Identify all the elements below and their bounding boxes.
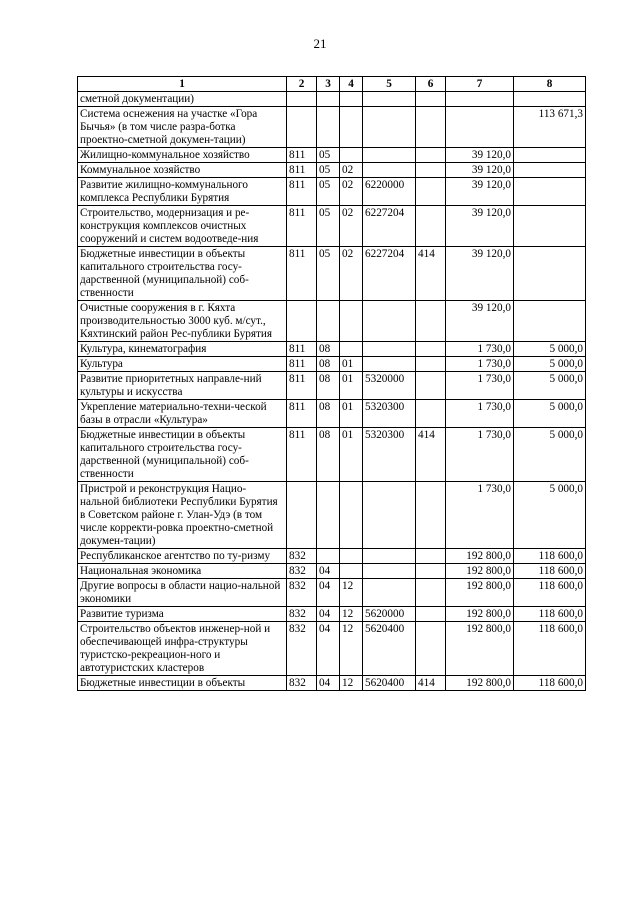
amount-col7-cell: 192 800,0	[446, 622, 514, 676]
amount-col8-cell: 5 000,0	[514, 482, 586, 549]
amount-col8-cell	[514, 247, 586, 301]
row-name-cell: Жилищно-коммунальное хозяйство	[78, 148, 287, 163]
subsection-cell: 02	[340, 206, 363, 247]
expense-type-cell	[416, 148, 446, 163]
row-name-cell: Строительство, модернизация и ре-конструкция комплексов очистных сооружений и систем водоотведе-ния	[78, 206, 287, 247]
row-name-cell: Бюджетные инвестиции в объекты капитального строительства госу-дарственной (муниципальной) соб-ственности	[78, 428, 287, 482]
subsection-cell: 12	[340, 676, 363, 691]
section-cell	[317, 549, 340, 564]
row-name-cell: Система оснежения на участке «Гора Бычья» (в том числе разра-ботка проектно-сметной докумен-тации)	[78, 107, 287, 148]
amount-col7-cell: 39 120,0	[446, 148, 514, 163]
amount-col7-cell: 39 120,0	[446, 247, 514, 301]
target-article-cell	[363, 482, 416, 549]
amount-col7-cell: 192 800,0	[446, 607, 514, 622]
admin-code-cell: 832	[287, 622, 317, 676]
row-name-cell: Укрепление материально-техни-ческой базы в отрасли «Культура»	[78, 400, 287, 428]
row-name-cell: Строительство объектов инженер-ной и обеспечивающей инфра-структуры туристско-рекреацион-ного и автотуристских кластеров	[78, 622, 287, 676]
admin-code-cell: 832	[287, 579, 317, 607]
table-row	[78, 607, 586, 622]
table-row	[78, 92, 586, 107]
subsection-cell	[340, 482, 363, 549]
section-cell: 04	[317, 622, 340, 676]
amount-col8-cell: 5 000,0	[514, 372, 586, 400]
row-name-cell: Республиканское агентство по ту-ризму	[78, 549, 287, 564]
target-article-cell	[363, 301, 416, 342]
subsection-cell: 12	[340, 607, 363, 622]
target-article-cell: 6227204	[363, 247, 416, 301]
amount-col7-cell: 39 120,0	[446, 206, 514, 247]
target-article-cell: 6227204	[363, 206, 416, 247]
column-header: 3	[317, 77, 340, 92]
section-cell: 04	[317, 564, 340, 579]
admin-code-cell: 811	[287, 357, 317, 372]
subsection-cell	[340, 148, 363, 163]
expense-type-cell	[416, 579, 446, 607]
expense-type-cell	[416, 549, 446, 564]
table-row	[78, 372, 586, 400]
subsection-cell: 12	[340, 579, 363, 607]
amount-col7-cell: 39 120,0	[446, 301, 514, 342]
expense-type-cell	[416, 607, 446, 622]
row-name-cell: Очистные сооружения в г. Кяхта производительностью 3000 куб. м/сут., Кяхтинский район Рес-публики Бурятия	[78, 301, 287, 342]
section-cell: 05	[317, 148, 340, 163]
table-row	[78, 400, 586, 428]
row-name-cell: Культура, кинематография	[78, 342, 287, 357]
section-cell: 05	[317, 206, 340, 247]
table-row	[78, 482, 586, 549]
target-article-cell	[363, 579, 416, 607]
amount-col8-cell: 113 671,3	[514, 107, 586, 148]
amount-col7-cell	[446, 92, 514, 107]
admin-code-cell: 811	[287, 206, 317, 247]
row-name-cell: Пристрой и реконструкция Нацио-нальной библиотеки Республики Бурятия в Советском районе г. Улан-Удэ (в том числе корректи-ровка проектно-сметной докумен-тации)	[78, 482, 287, 549]
admin-code-cell	[287, 107, 317, 148]
row-name-cell: Бюджетные инвестиции в объекты капитального строительства госу-дарственной (муниципальной) соб-ственности	[78, 247, 287, 301]
section-cell: 05	[317, 247, 340, 301]
table-row	[78, 622, 586, 676]
column-header: 8	[514, 77, 586, 92]
section-cell: 08	[317, 400, 340, 428]
section-cell: 05	[317, 178, 340, 206]
subsection-cell	[340, 564, 363, 579]
row-name-cell: Национальная экономика	[78, 564, 287, 579]
section-cell: 08	[317, 428, 340, 482]
table-row	[78, 676, 586, 691]
table-row	[78, 579, 586, 607]
target-article-cell	[363, 148, 416, 163]
section-cell	[317, 301, 340, 342]
expense-type-cell	[416, 206, 446, 247]
admin-code-cell: 811	[287, 372, 317, 400]
column-header: 4	[340, 77, 363, 92]
amount-col8-cell	[514, 163, 586, 178]
table-row	[78, 549, 586, 564]
expense-type-cell	[416, 92, 446, 107]
table-row	[78, 342, 586, 357]
table-row	[78, 148, 586, 163]
table-row	[78, 206, 586, 247]
target-article-cell: 5620400	[363, 676, 416, 691]
row-name-cell: Развитие жилищно-коммунального комплекса Республики Бурятия	[78, 178, 287, 206]
table-row	[78, 178, 586, 206]
subsection-cell: 01	[340, 357, 363, 372]
section-cell: 04	[317, 676, 340, 691]
admin-code-cell: 832	[287, 607, 317, 622]
admin-code-cell: 811	[287, 148, 317, 163]
amount-col8-cell: 5 000,0	[514, 400, 586, 428]
column-header: 7	[446, 77, 514, 92]
expense-type-cell: 414	[416, 428, 446, 482]
subsection-cell	[340, 549, 363, 564]
subsection-cell: 01	[340, 428, 363, 482]
amount-col8-cell: 5 000,0	[514, 357, 586, 372]
table-header-row	[78, 77, 586, 92]
amount-col7-cell: 192 800,0	[446, 676, 514, 691]
section-cell: 04	[317, 579, 340, 607]
amount-col8-cell	[514, 178, 586, 206]
admin-code-cell: 811	[287, 428, 317, 482]
amount-col7-cell: 192 800,0	[446, 579, 514, 607]
subsection-cell: 01	[340, 400, 363, 428]
target-article-cell: 5320000	[363, 372, 416, 400]
amount-col7-cell: 39 120,0	[446, 178, 514, 206]
row-name-cell: Культура	[78, 357, 287, 372]
amount-col8-cell: 118 600,0	[514, 622, 586, 676]
target-article-cell	[363, 357, 416, 372]
section-cell: 04	[317, 607, 340, 622]
target-article-cell	[363, 163, 416, 178]
section-cell: 05	[317, 163, 340, 178]
subsection-cell: 12	[340, 622, 363, 676]
admin-code-cell: 811	[287, 400, 317, 428]
section-cell	[317, 482, 340, 549]
amount-col7-cell: 1 730,0	[446, 428, 514, 482]
row-name-cell: Развитие туризма	[78, 607, 287, 622]
admin-code-cell	[287, 301, 317, 342]
amount-col8-cell: 118 600,0	[514, 549, 586, 564]
subsection-cell	[340, 107, 363, 148]
expense-type-cell: 414	[416, 247, 446, 301]
amount-col8-cell: 5 000,0	[514, 428, 586, 482]
expense-type-cell: 414	[416, 676, 446, 691]
target-article-cell	[363, 107, 416, 148]
table-body	[78, 92, 586, 691]
admin-code-cell: 832	[287, 676, 317, 691]
amount-col8-cell	[514, 148, 586, 163]
expense-type-cell	[416, 107, 446, 148]
subsection-cell: 02	[340, 163, 363, 178]
subsection-cell: 02	[340, 178, 363, 206]
expense-type-cell	[416, 357, 446, 372]
subsection-cell	[340, 92, 363, 107]
amount-col7-cell	[446, 107, 514, 148]
table-row	[78, 163, 586, 178]
expense-type-cell	[416, 301, 446, 342]
admin-code-cell: 811	[287, 163, 317, 178]
amount-col7-cell: 1 730,0	[446, 482, 514, 549]
column-header: 1	[78, 77, 287, 92]
amount-col8-cell: 118 600,0	[514, 676, 586, 691]
admin-code-cell: 811	[287, 247, 317, 301]
amount-col7-cell: 1 730,0	[446, 400, 514, 428]
amount-col8-cell	[514, 206, 586, 247]
budget-table	[77, 76, 586, 691]
amount-col8-cell	[514, 301, 586, 342]
section-cell	[317, 107, 340, 148]
target-article-cell: 5320300	[363, 428, 416, 482]
expense-type-cell	[416, 178, 446, 206]
section-cell: 08	[317, 342, 340, 357]
amount-col8-cell	[514, 92, 586, 107]
table-row	[78, 428, 586, 482]
amount-col7-cell: 1 730,0	[446, 342, 514, 357]
amount-col7-cell: 192 800,0	[446, 564, 514, 579]
amount-col8-cell: 118 600,0	[514, 607, 586, 622]
amount-col7-cell: 1 730,0	[446, 357, 514, 372]
expense-type-cell	[416, 342, 446, 357]
row-name-cell: Коммунальное хозяйство	[78, 163, 287, 178]
target-article-cell	[363, 342, 416, 357]
target-article-cell	[363, 549, 416, 564]
section-cell: 08	[317, 372, 340, 400]
subsection-cell	[340, 301, 363, 342]
subsection-cell: 02	[340, 247, 363, 301]
row-name-cell: Развитие приоритетных направле-ний культуры и искусства	[78, 372, 287, 400]
admin-code-cell: 811	[287, 342, 317, 357]
target-article-cell: 5320300	[363, 400, 416, 428]
admin-code-cell: 811	[287, 178, 317, 206]
subsection-cell: 01	[340, 372, 363, 400]
admin-code-cell: 832	[287, 549, 317, 564]
amount-col7-cell: 39 120,0	[446, 163, 514, 178]
admin-code-cell	[287, 482, 317, 549]
table-row	[78, 357, 586, 372]
row-name-cell: Бюджетные инвестиции в объекты	[78, 676, 287, 691]
target-article-cell	[363, 564, 416, 579]
expense-type-cell	[416, 482, 446, 549]
table-row	[78, 564, 586, 579]
column-header: 6	[416, 77, 446, 92]
expense-type-cell	[416, 163, 446, 178]
amount-col8-cell: 5 000,0	[514, 342, 586, 357]
target-article-cell: 5620400	[363, 622, 416, 676]
amount-col7-cell: 192 800,0	[446, 549, 514, 564]
expense-type-cell	[416, 622, 446, 676]
expense-type-cell	[416, 372, 446, 400]
table-row	[78, 301, 586, 342]
table-row	[78, 107, 586, 148]
section-cell: 08	[317, 357, 340, 372]
admin-code-cell: 832	[287, 564, 317, 579]
page-number: 21	[313, 36, 327, 51]
amount-col7-cell: 1 730,0	[446, 372, 514, 400]
row-name-cell: сметной документации)	[78, 92, 287, 107]
table-row	[78, 247, 586, 301]
expense-type-cell	[416, 564, 446, 579]
admin-code-cell	[287, 92, 317, 107]
subsection-cell	[340, 342, 363, 357]
column-header: 2	[287, 77, 317, 92]
target-article-cell: 6220000	[363, 178, 416, 206]
target-article-cell: 5620000	[363, 607, 416, 622]
column-header: 5	[363, 77, 416, 92]
section-cell	[317, 92, 340, 107]
expense-type-cell	[416, 400, 446, 428]
target-article-cell	[363, 92, 416, 107]
row-name-cell: Другие вопросы в области нацио-нальной экономики	[78, 579, 287, 607]
amount-col8-cell: 118 600,0	[514, 579, 586, 607]
amount-col8-cell: 118 600,0	[514, 564, 586, 579]
